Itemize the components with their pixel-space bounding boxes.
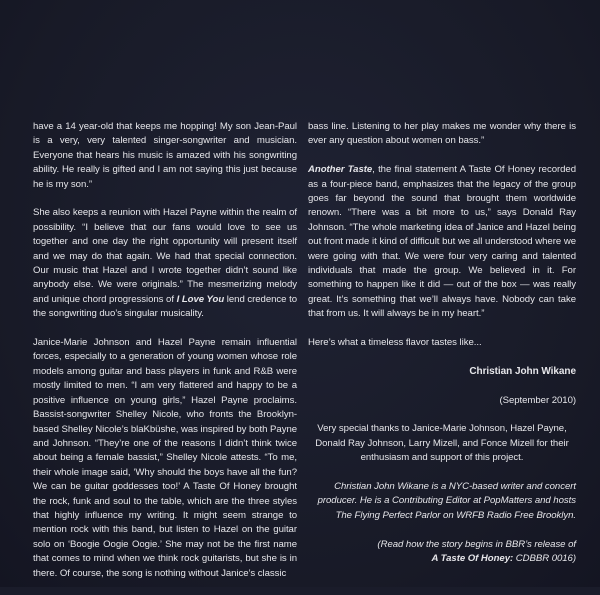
paragraph-text: , the final statement A Taste Of Honey recorded as a four-piece band, emphasizes that the legacy of the group goes far beyond the sound that brought them worldwide renown. “There was a bit more to us,” says Donald Ray Johnson. “The whole marketing idea of Janice and Hazel being out front made it kind of difficult but we all understood where we were going with that. We were four very caring and talented individuals that made the group. We believed in it. For something to happen like it did — out of the box — was really great. It’s something that we’ll always have. Nobody can take that from us. It will always be in my heart.” bbox=[308, 164, 577, 320]
song-title: I Love You bbox=[176, 293, 225, 305]
thanks-note: Very special thanks to Janice-Marie Johnson, Hazel Payne, Donald Ray Johnson, Larry Mizell, and Fonce Mizell for their enthusiasm and support of this project. bbox=[315, 423, 569, 464]
release-note-text: (Read how the story begins in BBR’s release of bbox=[377, 538, 576, 550]
release-note bbox=[308, 538, 576, 567]
paragraph bbox=[33, 206, 297, 321]
paragraph: Janice-Marie Johnson and Hazel Payne remain influential forces, especially to a generation of young women whose role models among guitar and bass players in funk and R&B were mostly limited to men. “I am very flattered and happy to be a positive influence on young girls,” Hazel Payne proclaims. Bassist-songwriter Shelley Nicole, who fronts the Brooklyn-based Shelley Nicole’s blaKbüshe, was inspired by both Payne and Johnson. “They’re one of the reasons I didn’t think twice about being a female bassist,” Shelley Nicole attests. “To me, their whole image said, ‘Why should the boys have all the fun? We can be guitar goddesses too!’ A Taste Of Honey brought the rock, funk and soul to the table, which are the three styles that highly influence my writing. It might seem strange to mention rock with this band, but listen to Hazel on the guitar solo on ‘Boogie Oogie Oogie.’ She may not be the first name that comes to mind when we think rock guitarists, but she is in there. Of course, the song is nothing without Janice’s classic bbox=[33, 337, 298, 579]
paragraph: Here’s what a timeless flavor tastes like... bbox=[308, 337, 482, 349]
paragraph-text: She also keeps a reunion with Hazel Payne within the realm of possibility. “I believe that our fans would love to see us together and one day the right opportunity will present itself and we may do that again. We had that special connection. Our music that Hazel and I wrote together didn’t sound like anybody else. We were originals.” The mesmerizing melody and unique chord progressions of bbox=[33, 207, 297, 305]
paragraph: have a 14 year-old that keeps me hopping! My son Jean-Paul is a very, very talented singer-songwriter and musician. Everyone that hears his music is amazed with his songwriting ability. He really is gifted and I am not saying this just because he is my son.” bbox=[33, 121, 297, 190]
paragraph bbox=[308, 163, 576, 321]
signature-date: (September 2010) bbox=[499, 394, 576, 406]
paragraph: bass line. Listening to her play makes me wonder why there is ever any question about women on bass.” bbox=[308, 121, 576, 147]
release-catalog: CDBBR 0016) bbox=[513, 553, 576, 565]
author-signature: Christian John Wikane bbox=[469, 365, 576, 377]
release-title: A Taste Of Honey: bbox=[431, 553, 514, 565]
left-column bbox=[33, 120, 297, 595]
paragraph-text: lend credence to the songwriting duo’s singular musicality. bbox=[33, 293, 297, 320]
right-column bbox=[308, 120, 576, 566]
author-bio: Christian John Wikane is a NYC-based writer and concert producer. He is a Contributing Editor at PopMatters and hosts The Flying Perfect Parlor on WRFB Radio Free Brooklyn. bbox=[317, 481, 576, 521]
album-title: Another Taste bbox=[308, 164, 373, 176]
